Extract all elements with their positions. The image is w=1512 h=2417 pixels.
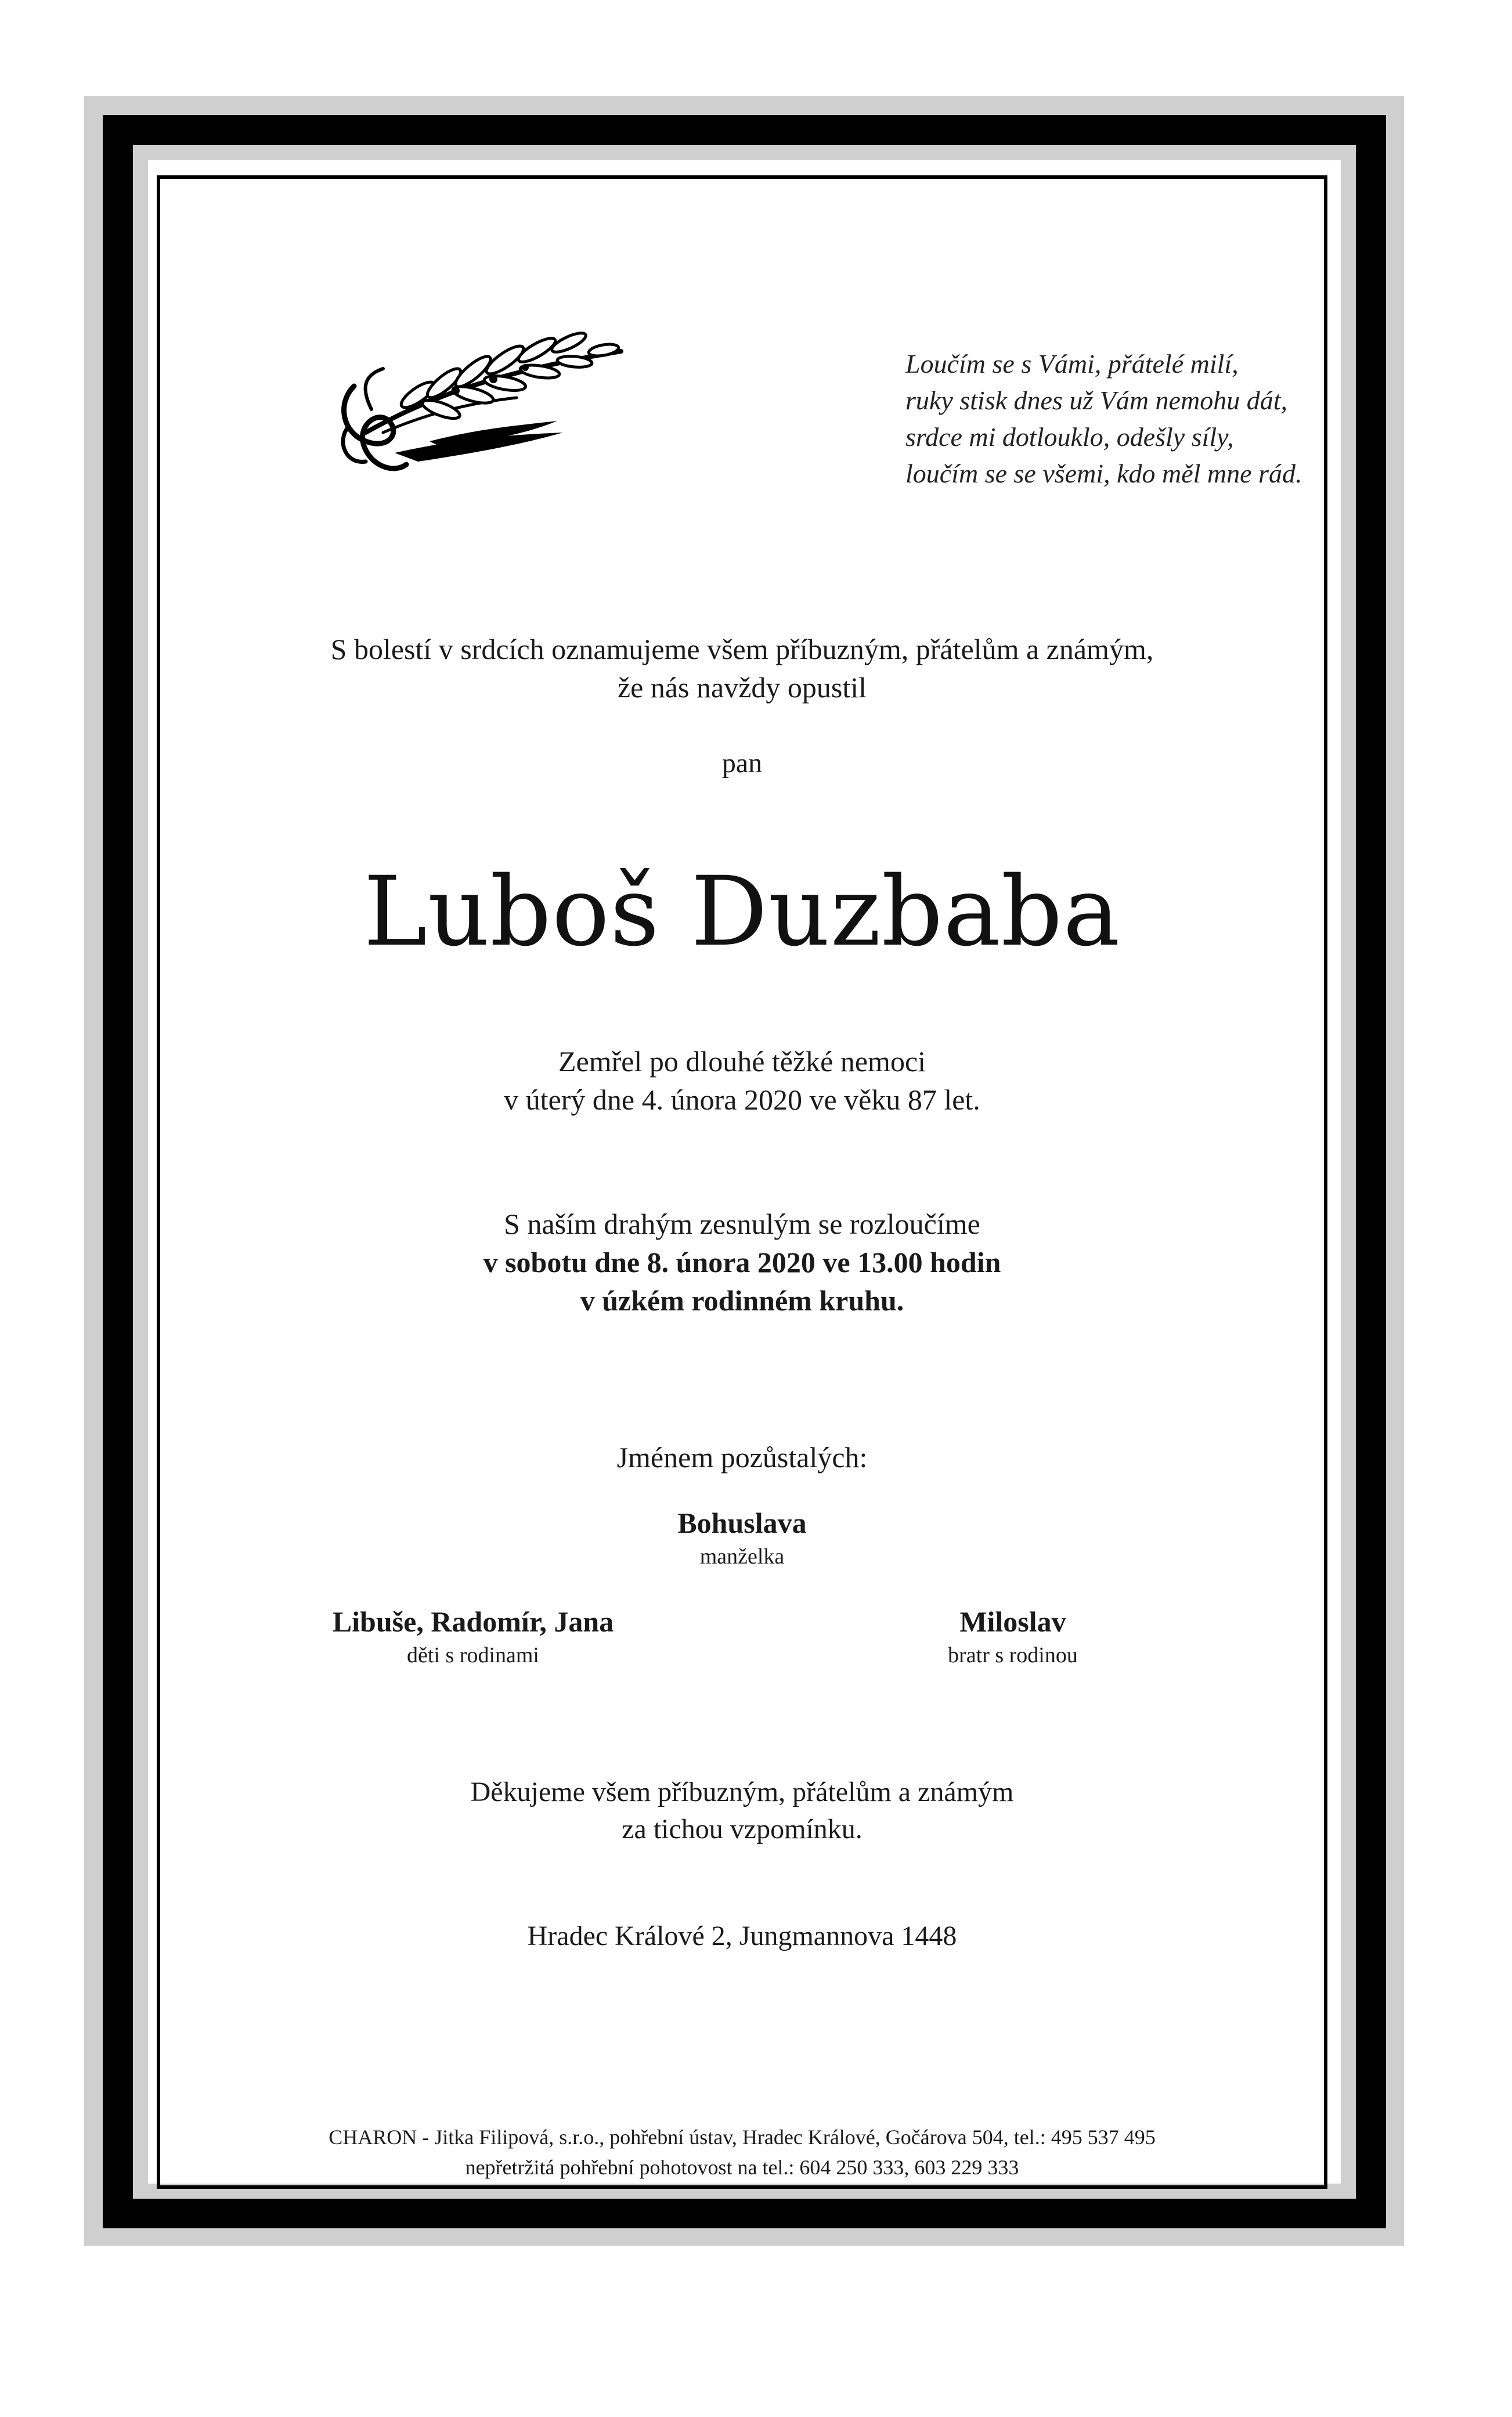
poem-line: Loučím se s Vámi, přátelé milí, <box>905 349 1239 379</box>
mourner-name: Bohuslava <box>677 1507 807 1539</box>
footer <box>157 2122 1327 2182</box>
farewell-line-1: S naším drahým zesnulým se rozloučíme <box>504 1208 980 1240</box>
farewell-place: v úzkém rodinném kruhu. <box>580 1284 904 1317</box>
thanks-line-2: za tichou vzpomínku. <box>622 1814 863 1845</box>
mourners-intro: Jménem pozůstalých: <box>616 1441 868 1474</box>
death-line-1: Zemřel po dlouhé těžké nemoci <box>558 1045 926 1078</box>
mourner-role: bratr s rodinou <box>948 1643 1078 1667</box>
death-info <box>157 1042 1327 1119</box>
death-line-2: v úterý dne 4. února 2020 ve věku 87 let. <box>504 1083 980 1116</box>
announcement <box>157 630 1327 707</box>
mourner-role: manželka <box>699 1544 785 1569</box>
mourner-children <box>270 1602 676 1670</box>
mourner-wife <box>157 1504 1327 1571</box>
title-word: pan <box>721 748 763 779</box>
poem-line: srdce mi dotlouklo, odešly síly, <box>905 422 1234 452</box>
mourner-name: Miloslav <box>959 1605 1066 1638</box>
deceased-name: Luboš Duzbaba <box>363 856 1121 967</box>
poem <box>905 345 1323 492</box>
farewell-info <box>157 1205 1327 1320</box>
announcement-line-2: že nás navždy opustil <box>617 671 867 704</box>
footer-line-2: nepřetržitá pohřební pohotovost na tel.: 604 250 333, 603 229 333 <box>465 2156 1019 2179</box>
announcement-line-1: S bolestí v srdcích oznamujeme všem příbuzným, přátelům a známým, <box>330 633 1154 665</box>
thanks-line-1: Děkujeme všem příbuzným, přátelům a známým <box>470 1777 1014 1807</box>
thanks <box>157 1774 1327 1848</box>
farewell-date: v sobotu dne 8. února 2020 ve 13.00 hodin <box>483 1246 1001 1278</box>
footer-line-1: CHARON - Jitka Filipová, s.r.o., pohřební ústav, Hradec Králové, Gočárova 504, tel.: 495 537 495 <box>329 2126 1156 2149</box>
poem-line: loučím se se všemi, kdo měl mne rád. <box>905 459 1302 488</box>
mourner-role: děti s rodinami <box>407 1643 539 1667</box>
poem-line: ruky stisk dnes už Vám nemohu dát, <box>905 386 1287 415</box>
mourner-name: Libuše, Radomír, Jana <box>332 1605 614 1638</box>
mourner-brother <box>810 1602 1216 1670</box>
address: Hradec Králové 2, Jungmannova 1448 <box>527 1921 957 1951</box>
olive-branch-icon <box>331 316 633 485</box>
